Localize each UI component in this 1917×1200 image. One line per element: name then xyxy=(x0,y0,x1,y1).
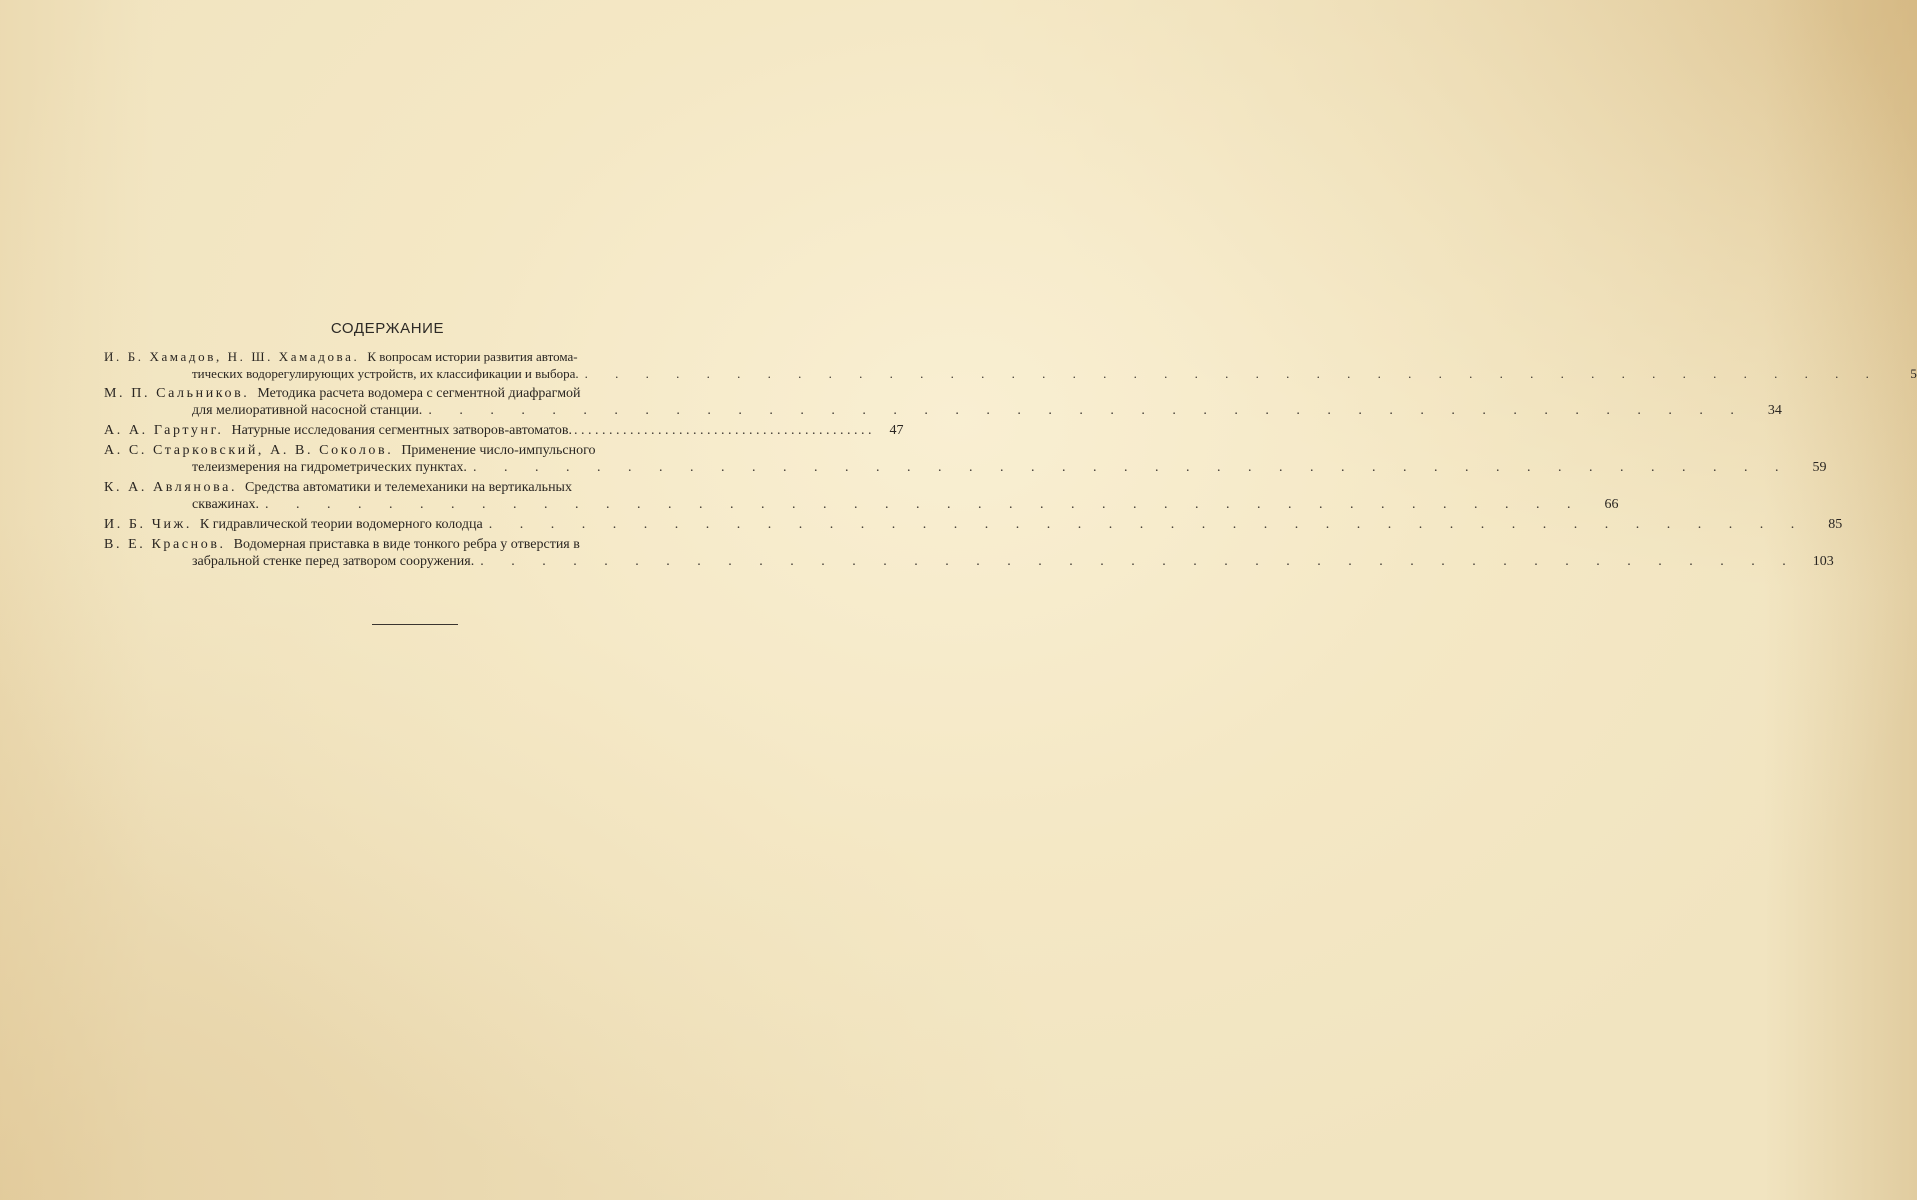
toc-entry-author: А. С. Старковский, А. В. Соколов. xyxy=(104,443,394,458)
dot-leader xyxy=(489,516,1807,533)
toc-entry xyxy=(104,479,1619,513)
dot-leader xyxy=(585,365,1881,382)
toc-entry-title: К гидравлической теории водомерного колодца xyxy=(199,517,483,532)
dot-leader xyxy=(473,459,1791,476)
toc-entry-line xyxy=(104,479,724,496)
toc-entry-line xyxy=(104,496,1619,513)
toc-entry-line xyxy=(104,459,1827,476)
dot-leader xyxy=(265,496,1583,513)
toc-entry xyxy=(104,536,1834,570)
toc-entry xyxy=(104,422,904,439)
toc-entry-author: И. Б. Хамадов, Н. Ш. Хамадова. xyxy=(104,349,360,364)
toc-entry-author: М. П. Сальников. xyxy=(104,386,250,401)
toc-entry-line xyxy=(104,402,1782,419)
toc-entry-line xyxy=(104,536,724,553)
toc-entry-page: 59 xyxy=(1812,460,1827,475)
dot-leader xyxy=(574,422,872,439)
toc-entry-title: Водомерная приставка в виде тонкого ребра у отверстия в xyxy=(233,537,580,552)
toc-entry xyxy=(104,348,1917,382)
toc-entry-title: Применение число-импульсного xyxy=(401,443,596,458)
section-divider xyxy=(372,624,458,625)
toc-entry-line xyxy=(104,365,1917,382)
table-of-contents xyxy=(104,348,1917,573)
toc-entry-page: 66 xyxy=(1604,497,1619,512)
toc-entry-title: Натурные исследования сегментных затворов-автоматов. xyxy=(231,423,572,438)
toc-entry-title: К вопросам истории развития автома- xyxy=(367,349,578,364)
toc-entry-line xyxy=(104,385,724,402)
dot-leader xyxy=(428,402,1746,419)
toc-entry-title-cont: телеизмерения на гидрометрических пунктах. xyxy=(192,460,467,475)
toc-entry-page: 103 xyxy=(1812,554,1834,569)
toc-entry-author: И. Б. Чиж. xyxy=(104,517,192,532)
toc-entry-title-cont: тических водорегулирующих устройств, их классификации и выбора. xyxy=(192,366,579,381)
toc-entry-title: Средства автоматики и телемеханики на вертикальных xyxy=(245,480,572,495)
toc-entry-line xyxy=(104,348,724,365)
toc-entry-title-cont: для мелиоративной насосной станции. xyxy=(192,403,423,418)
toc-entry-line xyxy=(104,516,1843,533)
toc-entry-author: А. А. Гартунг. xyxy=(104,423,224,438)
toc-entry-page: 85 xyxy=(1828,517,1843,532)
toc-entry-title-cont: скважинах. xyxy=(192,497,260,512)
toc-entry-line xyxy=(104,442,724,459)
toc-entry-author: В. Е. Краснов. xyxy=(104,537,226,552)
toc-entry xyxy=(104,385,1782,419)
toc-entry-line xyxy=(104,553,1834,570)
toc-entry-line xyxy=(104,422,904,439)
toc-entry-page: 47 xyxy=(889,423,904,438)
toc-entry-page: 5 xyxy=(1910,366,1917,381)
toc-heading: СОДЕРЖАНИЕ xyxy=(330,320,445,337)
toc-entry xyxy=(104,442,1827,476)
toc-entry-title: Методика расчета водомера с сегментной диафрагмой xyxy=(257,386,581,401)
toc-entry-author: К. А. Авлянова. xyxy=(104,480,238,495)
toc-entry-page: 34 xyxy=(1767,403,1782,418)
toc-entry-title-cont: забральной стенке перед затвором сооружения. xyxy=(192,554,475,569)
toc-entry xyxy=(104,516,1843,533)
dot-leader xyxy=(480,553,1798,570)
